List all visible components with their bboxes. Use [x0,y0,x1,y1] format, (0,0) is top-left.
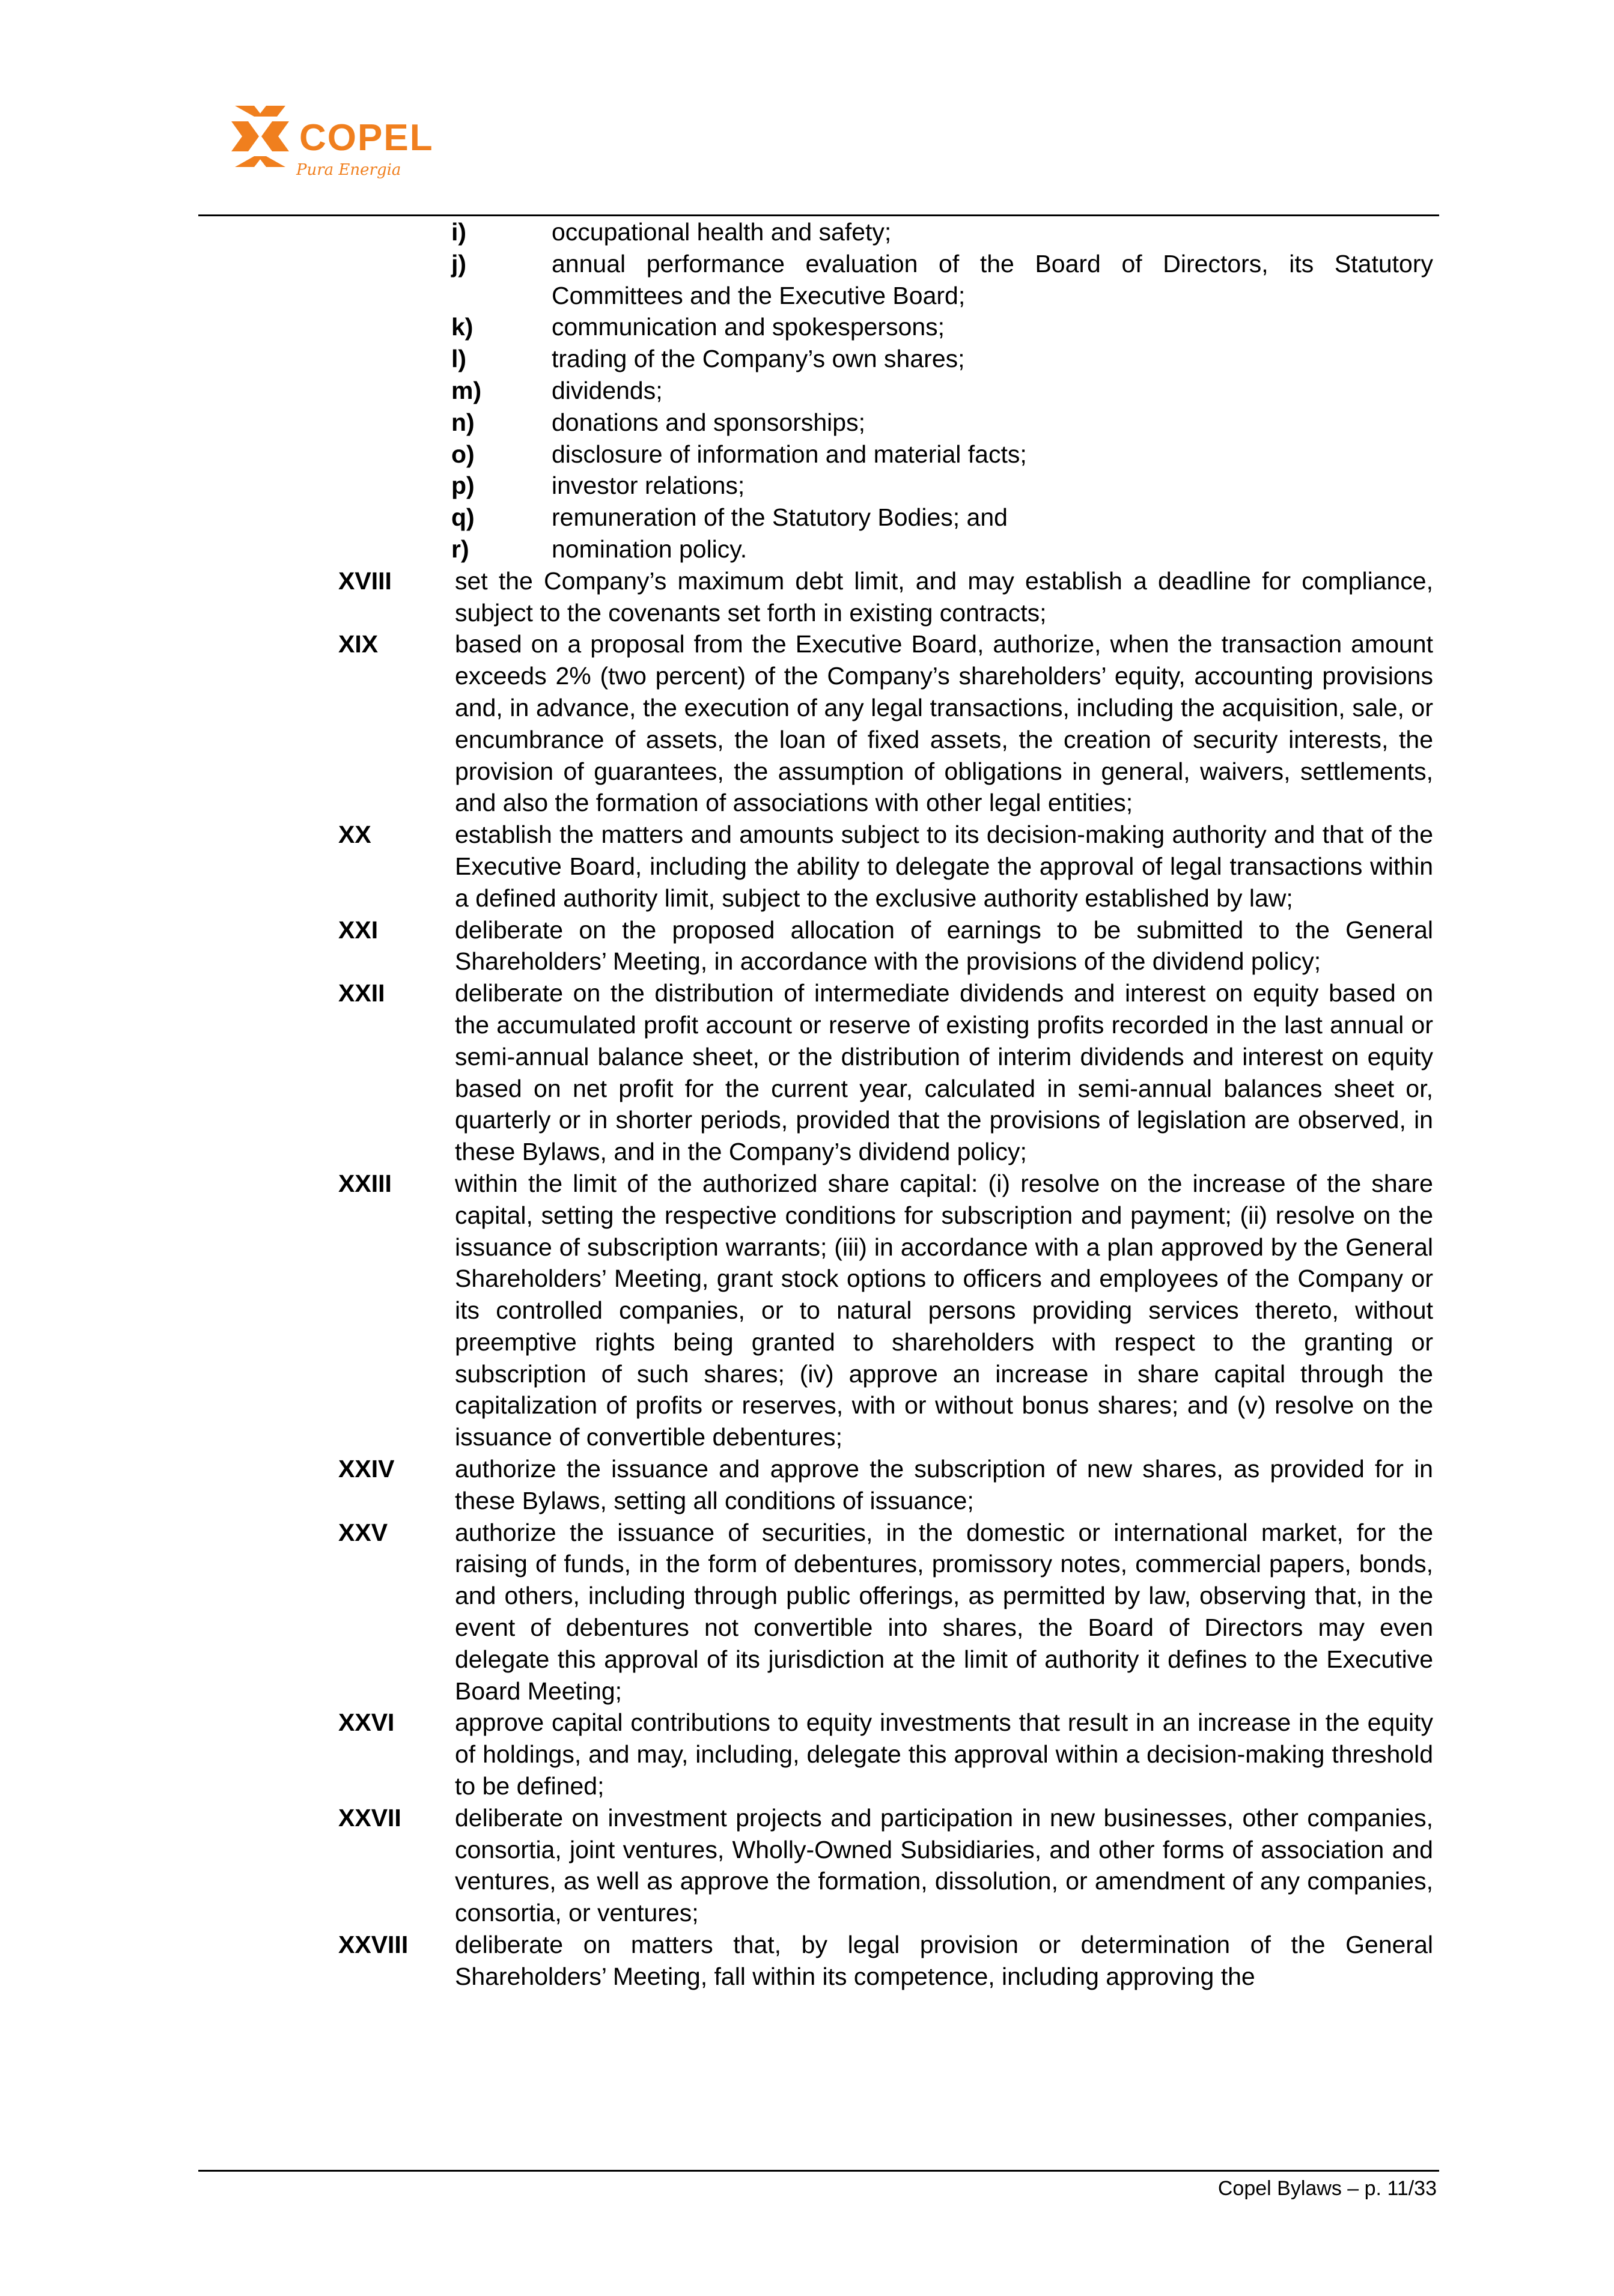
list-item-text: communication and spokespersons; [552,313,945,341]
logo-wordmark: COPEL [299,117,434,159]
list-item-label: p) [451,472,475,500]
article-item-text: authorize the issuance and approve the subscription of new shares, as provided for in these Bylaws, setting all conditions of issuance; [455,1455,1433,1514]
article-item-text: approve capital contributions to equity investments that result in an increase in the equity of holdings, and may, including, delegate this approval within a decision-making threshold to be defined; [455,1708,1433,1800]
article-item [198,1802,1439,1929]
article-item-text: based on a proposal from the Executive Board, authorize, when the transaction amount exceeds 2% (two percent) of the Company’s shareholders’ equity, accounting provisions and, in advance, the execution of any legal transactions, including the acquisition, sale, or encumbrance of assets, the loan of fixed assets, the creation of security interests, the provision of guarantees, the assumption of obligations in general, waivers, settlements, and also the formation of associations with other legal entities; [455,630,1433,817]
article-item-numeral: XIX [338,630,379,658]
list-item-label: r) [451,535,469,563]
list-item-text: annual performance evaluation of the Board of Directors, its Statutory Committees and the Executive Board; [552,249,1433,309]
list-item [198,216,1439,248]
list-item-text: remuneration of the Statutory Bodies; and [552,503,1008,532]
article-item [198,819,1439,914]
list-item-label: k) [451,313,474,341]
article-item [198,1707,1439,1802]
article-item-numeral: XXII [338,979,385,1007]
article-item-numeral: XXVI [338,1708,395,1737]
list-item-text: dividends; [552,376,663,404]
copel-logo-mark-icon [230,103,290,169]
article-item [198,1517,1439,1707]
article-item-numeral: XXVIII [338,1931,409,1959]
copel-logo [230,103,434,187]
article-item [198,1929,1439,1993]
list-item [198,407,1439,439]
logo-tagline: Pura Energia [296,161,401,179]
article-item-numeral: XX [338,821,371,849]
article-item-numeral: XXIV [338,1455,395,1483]
list-item-text: nomination policy. [552,535,748,563]
list-item-label: n) [451,408,475,436]
article-item [198,1453,1439,1517]
article-item [198,914,1439,978]
article-item-text: deliberate on the distribution of intermediate dividends and interest on equity based on the accumulated profit account or reserve of existing profits recorded in the last annual or semi-annual balance sheet, or the distribution of interim dividends and interest on equity based on net profit for the current year, calculated in semi-annual balances sheet or, quarterly or in shorter periods, provided that the provisions of legislation are observed, in these Bylaws, and in the Company’s dividend policy; [455,979,1433,1166]
list-item [198,375,1439,407]
list-item [198,502,1439,533]
list-item-label: l) [451,345,467,373]
list-item-text: donations and sponsorships; [552,408,865,436]
list-item [198,533,1439,565]
list-item [198,439,1439,470]
article-item-numeral: XXVII [338,1803,401,1832]
article-item-text: establish the matters and amounts subject to its decision-making authority and that of the Executive Board, including the ability to delegate the approval of legal transactions within a defined authority limit, subject to the exclusive authority established by law; [455,821,1433,912]
list-item-text: occupational health and safety; [552,218,892,246]
list-item-label: q) [451,503,475,532]
list-item-text: investor relations; [552,472,745,500]
list-item-label: i) [451,218,467,246]
article-item-text: deliberate on matters that, by legal provision or determination of the General Shareholders’ Meeting, fall within its competence, including approving the [455,1931,1433,1990]
list-item [198,470,1439,502]
page-footer: Copel Bylaws – p. 11/33 [1217,2177,1437,2200]
article-item-numeral: XXI [338,916,379,944]
article-item [198,1168,1439,1453]
article-item-numeral: XVIII [338,566,392,595]
article-item-text: set the Company’s maximum debt limit, and may establish a deadline for compliance, subject to the covenants set forth in existing contracts; [455,566,1433,627]
article-item [198,565,1439,629]
list-item-text: trading of the Company’s own shares; [552,345,965,373]
article-item-text: authorize the issuance of securities, in the domestic or international market, for the raising of funds, in the form of debentures, promissory notes, commercial papers, bonds, and others, including through public offerings, as permitted by law, observing that, in the event of debentures not convertible into shares, the Board of Directors may even delegate this approval of its jurisdiction at the limit of authority it defines to the Executive Board Meeting; [455,1518,1433,1705]
article-item [198,628,1439,819]
article-item-numeral: XXV [338,1518,388,1546]
article-item-numeral: XXIII [338,1169,392,1197]
list-item-text: disclosure of information and material facts; [552,440,1027,468]
footer-divider [198,2170,1439,2172]
list-item-label: j) [451,249,467,278]
article-item-text: within the limit of the authorized share capital: (i) resolve on the increase of the share capital, setting the respective conditions for subscription and payment; (ii) resolve on the issuance of subscription warrants; (iii) in accordance with a plan approved by the General Shareholders’ Meeting, grant stock options to officers and employees of the Company or its controlled companies, or to natural persons providing services thereto, without preemptive rights being granted to shareholders with respect to the granting or subscription of such shares; (iv) approve an increase in share capital through the capitalization of profits or reserves, with or without bonus shares; and (v) resolve on the issuance of convertible debentures; [455,1169,1433,1451]
list-item [198,248,1439,312]
list-item-label: m) [451,376,482,404]
bylaws-body [198,216,1439,1993]
article-item-text: deliberate on the proposed allocation of earnings to be submitted to the General Shareholders’ Meeting, in accordance with the provisions of the dividend policy; [455,916,1433,976]
article-item [198,977,1439,1168]
list-item [198,311,1439,343]
list-item [198,343,1439,375]
article-item-text: deliberate on investment projects and participation in new businesses, other companies, consortia, joint ventures, Wholly-Owned Subsidiaries, and other forms of association and ventures, as well as approve the formation, dissolution, or amendment of any companies, consortia, or ventures; [455,1803,1433,1927]
list-item-label: o) [451,440,475,468]
